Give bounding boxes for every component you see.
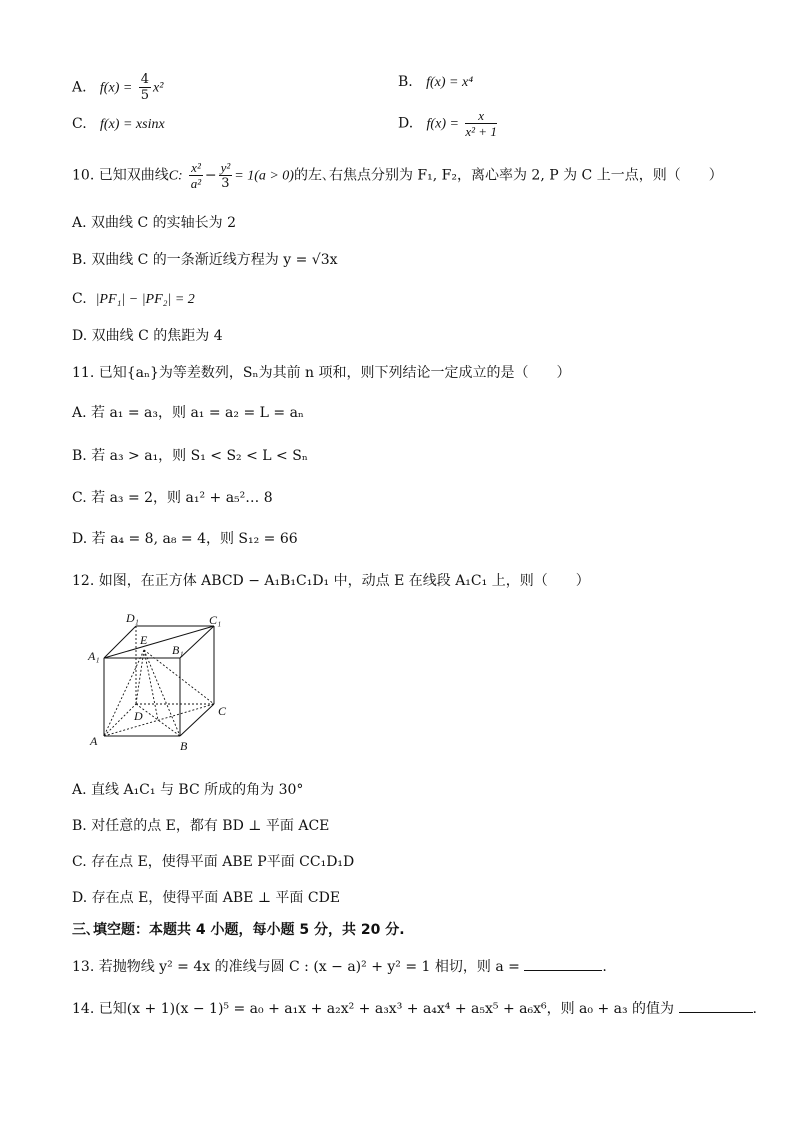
- option-text: x²: [153, 80, 164, 96]
- vertex-label: A₁: [88, 649, 100, 663]
- q10-option-c[interactable]: [72, 289, 195, 310]
- question-text: 已知双曲线: [98, 167, 169, 184]
- vertex-label: B₁: [172, 643, 184, 657]
- cube-figure: [84, 608, 254, 756]
- option-label: D.: [398, 115, 414, 132]
- punctuation: .: [752, 1001, 757, 1017]
- vertex-label: E: [140, 633, 148, 647]
- q14-stem: [72, 998, 757, 1019]
- question-text: 的左､右焦点分别为 F₁, F₂，离心率为 2, P 为 C 上一点，则（ ）: [293, 167, 723, 184]
- q13-stem: [72, 956, 607, 977]
- vertex-label: B: [180, 739, 188, 753]
- answer-blank[interactable]: [524, 956, 602, 971]
- q11-stem: 11. 已知{aₙ}为等差数列，Sₙ为其前 n 项和，则下列结论一定成立的是（ ）: [72, 365, 571, 381]
- q9-option-a[interactable]: [72, 72, 163, 103]
- section-title: 三､填空题：本题共 4 小题，每小题 5 分，共 20 分.: [72, 922, 405, 938]
- q9-option-c[interactable]: [72, 114, 165, 135]
- hidden-edge: [144, 650, 158, 720]
- q9-option-d[interactable]: [398, 108, 499, 139]
- vertex-label: C: [218, 704, 227, 718]
- vertex-label: D: [134, 709, 143, 723]
- q10-option-d[interactable]: D. 双曲线 C 的焦距为 4: [72, 328, 223, 344]
- q11-option-a[interactable]: A. 若 a₁ = a₃，则 a₁ = a₂ = L = aₙ: [72, 405, 304, 421]
- q11-option-c[interactable]: C. 若 a₃ = 2，则 a₁² + a₅²… 8: [72, 490, 273, 506]
- option-text: f(x) = x⁴: [426, 75, 474, 90]
- option-text: f(x) = xsinx: [100, 117, 165, 132]
- q10-option-a[interactable]: A. 双曲线 C 的实轴长为 2: [72, 215, 236, 231]
- math: = 1(a > 0): [234, 168, 294, 184]
- fraction: $\frac{\text{x²}}{\text{a²}}$: [190, 160, 202, 191]
- fraction: $\frac{4}{5}$: [140, 72, 150, 103]
- math: C:: [168, 168, 183, 184]
- fraction: $\frac{x}{\text{x² + 1}}$: [465, 108, 497, 139]
- question-text: 14. 已知(x + 1)(x − 1)⁵ = a₀ + a₁x + a₂x² + a₃x³ + a₄x⁴ + a₅x⁵ + a₆x⁶，则 a₀ + a₃ 的值为: [72, 1001, 675, 1017]
- option-label: C.: [72, 291, 87, 307]
- option-text: |PF₁| − |PF₂| = 2: [95, 292, 195, 307]
- q12-option-c[interactable]: C. 存在点 E，使得平面 ABE P平面 CC₁D₁D: [72, 854, 355, 870]
- q12-option-b[interactable]: B. 对任意的点 E，都有 BD ⊥ 平面 ACE: [72, 818, 330, 834]
- option-label: B.: [398, 74, 413, 90]
- q12-option-d[interactable]: D. 存在点 E，使得平面 ABE ⊥ 平面 CDE: [72, 890, 341, 906]
- q11-option-d[interactable]: D. 若 a₄ = 8, a₈ = 4，则 S₁₂ = 66: [72, 531, 298, 547]
- option-label: C.: [72, 116, 87, 132]
- question-number: 10.: [72, 167, 95, 184]
- vertex-label: C₁: [209, 613, 222, 627]
- hidden-edge: [104, 650, 144, 736]
- vertex-label: D₁: [126, 611, 139, 625]
- option-label: A.: [72, 79, 87, 96]
- q10-option-b[interactable]: B. 双曲线 C 的一条渐近线方程为 y = √3x: [72, 252, 338, 268]
- question-text: 13. 若抛物线 y² = 4x 的准线与圆 C : (x − a)² + y² = 1 相切，则 a =: [72, 959, 520, 975]
- q9-option-b[interactable]: [398, 72, 473, 93]
- q10-stem: [72, 160, 723, 191]
- vertex-label: A: [90, 734, 98, 748]
- answer-blank[interactable]: [679, 998, 753, 1013]
- q11-option-b[interactable]: B. 若 a₃ > a₁，则 S₁ < S₂ < L < Sₙ: [72, 448, 308, 464]
- q12-option-a[interactable]: A. 直线 A₁C₁ 与 BC 所成的角为 30°: [72, 782, 304, 798]
- option-text: f(x) =: [426, 116, 459, 132]
- math: −: [204, 167, 217, 184]
- option-text: f(x) =: [99, 80, 133, 96]
- fraction: $\frac{\text{y²}}{3}$: [220, 160, 231, 191]
- q12-stem: 12. 如图，在正方体 ABCD − A₁B₁C₁D₁ 中，动点 E 在线段 A₁C₁ 上，则（ ）: [72, 573, 590, 589]
- punctuation: .: [602, 959, 607, 975]
